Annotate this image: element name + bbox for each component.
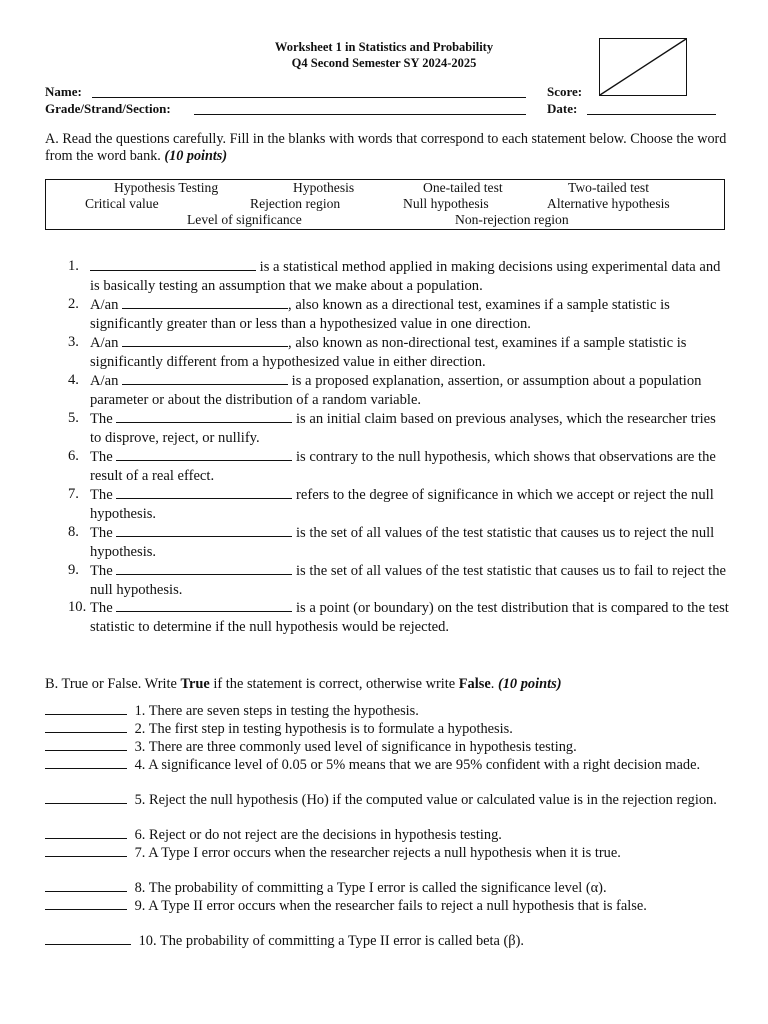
tf-statement: 3. There are three commonly used level of significance in hypothesis testing. xyxy=(131,739,577,755)
question-number: 9. xyxy=(68,562,79,578)
tf-answer-blank[interactable] xyxy=(45,738,127,751)
question-10-blank[interactable] xyxy=(116,599,292,612)
question-7 xyxy=(90,486,730,524)
part-a-instructions-text: A. Read the questions carefully. Fill in the blanks with words that correspond to each statement below. Choose the word from the word bank. xyxy=(45,131,727,164)
question-1 xyxy=(90,258,730,296)
tf-item-8 xyxy=(45,879,735,898)
question-text: is the set of all values of the test statistic that causes us to reject the null hypothesis. xyxy=(90,525,715,560)
question-text: is the set of all values of the test statistic that causes us to fail to reject the null hypothesis. xyxy=(90,563,726,598)
part-a-points: (10 points) xyxy=(164,148,228,164)
question-7-blank[interactable] xyxy=(116,486,292,499)
question-number: 8. xyxy=(68,524,79,540)
grade-strand-section-field[interactable] xyxy=(194,114,526,115)
question-5 xyxy=(90,410,730,448)
tf-statement: 4. A significance level of 0.05 or 5% means that we are 95% confident with a right decision made. xyxy=(131,757,701,773)
word-bank-item: Level of significance xyxy=(187,212,302,227)
tf-item-5 xyxy=(45,791,735,810)
tf-item-9 xyxy=(45,897,735,916)
question-4-blank[interactable] xyxy=(122,372,288,385)
question-6-blank[interactable] xyxy=(116,448,292,461)
question-3-blank[interactable] xyxy=(122,334,288,347)
question-number: 7. xyxy=(68,486,79,502)
question-prefix: The xyxy=(90,449,117,465)
question-prefix: The xyxy=(90,411,117,427)
question-prefix: The xyxy=(90,600,117,616)
tf-statement: 7. A Type I error occurs when the researcher rejects a null hypothesis when it is true. xyxy=(131,845,621,861)
question-2-blank[interactable] xyxy=(122,296,288,309)
question-text: , also known as a directional test, examines if a sample statistic is significantly greater than or less than a hypothesized value in one direction. xyxy=(90,297,670,332)
tf-answer-blank[interactable] xyxy=(45,897,127,910)
word-bank-item: Hypothesis Testing xyxy=(114,180,219,195)
question-2 xyxy=(90,296,730,334)
question-prefix: A/an xyxy=(90,335,123,351)
question-1-blank[interactable] xyxy=(90,258,256,271)
tf-item-4 xyxy=(45,756,735,775)
date-field[interactable] xyxy=(587,114,716,115)
question-text: is a point (or boundary) on the test distribution that is compared to the test statistic to determine if the null hypothesis would be rejected. xyxy=(90,600,729,635)
name-field[interactable] xyxy=(92,97,526,98)
tf-answer-blank[interactable] xyxy=(45,720,127,733)
worksheet-title: Worksheet 1 in Statistics and Probability xyxy=(274,40,494,54)
question-number: 4. xyxy=(68,372,79,388)
question-prefix: A/an xyxy=(90,297,123,313)
tf-item-2 xyxy=(45,720,735,739)
word-bank-item: Alternative hypothesis xyxy=(547,196,670,211)
question-text: , also known as non-directional test, examines if a sample statistic is significantly different from a hypothesized value in either direction. xyxy=(90,335,687,370)
tf-answer-blank[interactable] xyxy=(45,932,131,945)
tf-answer-blank[interactable] xyxy=(45,826,127,839)
part-b-points: (10 points) xyxy=(497,676,562,692)
question-text: is contrary to the null hypothesis, which shows that observations are the result of a real effect. xyxy=(90,449,716,484)
worksheet-subtitle: Q4 Second Semester SY 2024-2025 xyxy=(291,56,477,70)
question-text: is a proposed explanation, assertion, or assumption about a population parameter or about the distribution of a random variable. xyxy=(90,373,702,408)
question-9-blank[interactable] xyxy=(116,562,292,575)
question-number: 3. xyxy=(68,334,79,350)
question-9 xyxy=(90,562,730,600)
score-box[interactable] xyxy=(599,38,687,96)
tf-item-6 xyxy=(45,826,735,845)
question-3 xyxy=(90,334,730,372)
tf-answer-blank[interactable] xyxy=(45,702,127,715)
part-b-false-word: False xyxy=(458,676,491,692)
word-bank-item: Null hypothesis xyxy=(403,196,489,211)
tf-statement: 5. Reject the null hypothesis (Ho) if the computed value or calculated value is in the rejection region. xyxy=(131,792,717,808)
question-prefix: The xyxy=(90,487,117,503)
tf-answer-blank[interactable] xyxy=(45,879,127,892)
question-10 xyxy=(90,599,730,637)
word-bank-item: One-tailed test xyxy=(423,180,503,195)
tf-statement: 1. There are seven steps in testing the hypothesis. xyxy=(131,703,419,719)
question-number: 5. xyxy=(68,410,79,426)
tf-statement: 6. Reject or do not reject are the decisions in hypothesis testing. xyxy=(131,827,502,843)
date-label: Date: xyxy=(547,101,578,116)
question-8-blank[interactable] xyxy=(116,524,292,537)
part-b-instr-text: . xyxy=(490,676,495,692)
part-b-instr-text: B. True or False. Write xyxy=(45,676,181,692)
word-bank-item: Two-tailed test xyxy=(568,180,649,195)
tf-answer-blank[interactable] xyxy=(45,756,127,769)
question-number: 6. xyxy=(68,448,79,464)
score-label: Score: xyxy=(547,84,583,99)
question-number: 10. xyxy=(68,599,87,615)
question-number: 1. xyxy=(68,258,79,274)
tf-statement: 2. The first step in testing hypothesis is to formulate a hypothesis. xyxy=(131,721,513,737)
grade-strand-section-label: Grade/Strand/Section: xyxy=(45,101,171,116)
question-number: 2. xyxy=(68,296,79,312)
tf-statement: 10. The probability of committing a Type II error is called beta (β). xyxy=(135,933,525,949)
question-prefix: The xyxy=(90,525,117,541)
word-bank xyxy=(45,179,725,230)
tf-statement: 8. The probability of committing a Type I error is called the significance level (α). xyxy=(131,880,607,896)
part-b-instructions xyxy=(45,676,735,693)
word-bank-item: Hypothesis xyxy=(293,180,355,195)
part-a-instructions xyxy=(45,131,735,165)
tf-statement: 9. A Type II error occurs when the researcher fails to reject a null hypothesis that is false. xyxy=(131,898,647,914)
question-5-blank[interactable] xyxy=(116,410,292,423)
question-text: is a statistical method applied in making decisions using experimental data and is basically testing an assumption that we make about a population. xyxy=(90,259,721,294)
question-6 xyxy=(90,448,730,486)
word-bank-item: Non-rejection region xyxy=(455,212,569,227)
tf-answer-blank[interactable] xyxy=(45,844,127,857)
question-4 xyxy=(90,372,730,410)
question-prefix: A/an xyxy=(90,373,123,389)
question-text: is an initial claim based on previous analyses, which the researcher tries to disprove, reject, or nullify. xyxy=(90,411,716,446)
name-label: Name: xyxy=(45,84,82,99)
tf-item-3 xyxy=(45,738,735,757)
word-bank-item: Rejection region xyxy=(250,196,341,211)
tf-item-1 xyxy=(45,702,735,721)
score-box-diagonal xyxy=(600,39,686,95)
word-bank-item: Critical value xyxy=(85,196,159,211)
question-prefix: The xyxy=(90,563,117,579)
question-text: refers to the degree of significance in which we accept or reject the null hypothesis. xyxy=(90,487,714,522)
part-b-true-word: True xyxy=(180,676,210,692)
question-8 xyxy=(90,524,730,562)
part-b-instr-text: if the statement is correct, otherwise write xyxy=(209,676,459,692)
tf-answer-blank[interactable] xyxy=(45,791,127,804)
tf-item-10 xyxy=(45,932,735,951)
tf-item-7 xyxy=(45,844,735,863)
